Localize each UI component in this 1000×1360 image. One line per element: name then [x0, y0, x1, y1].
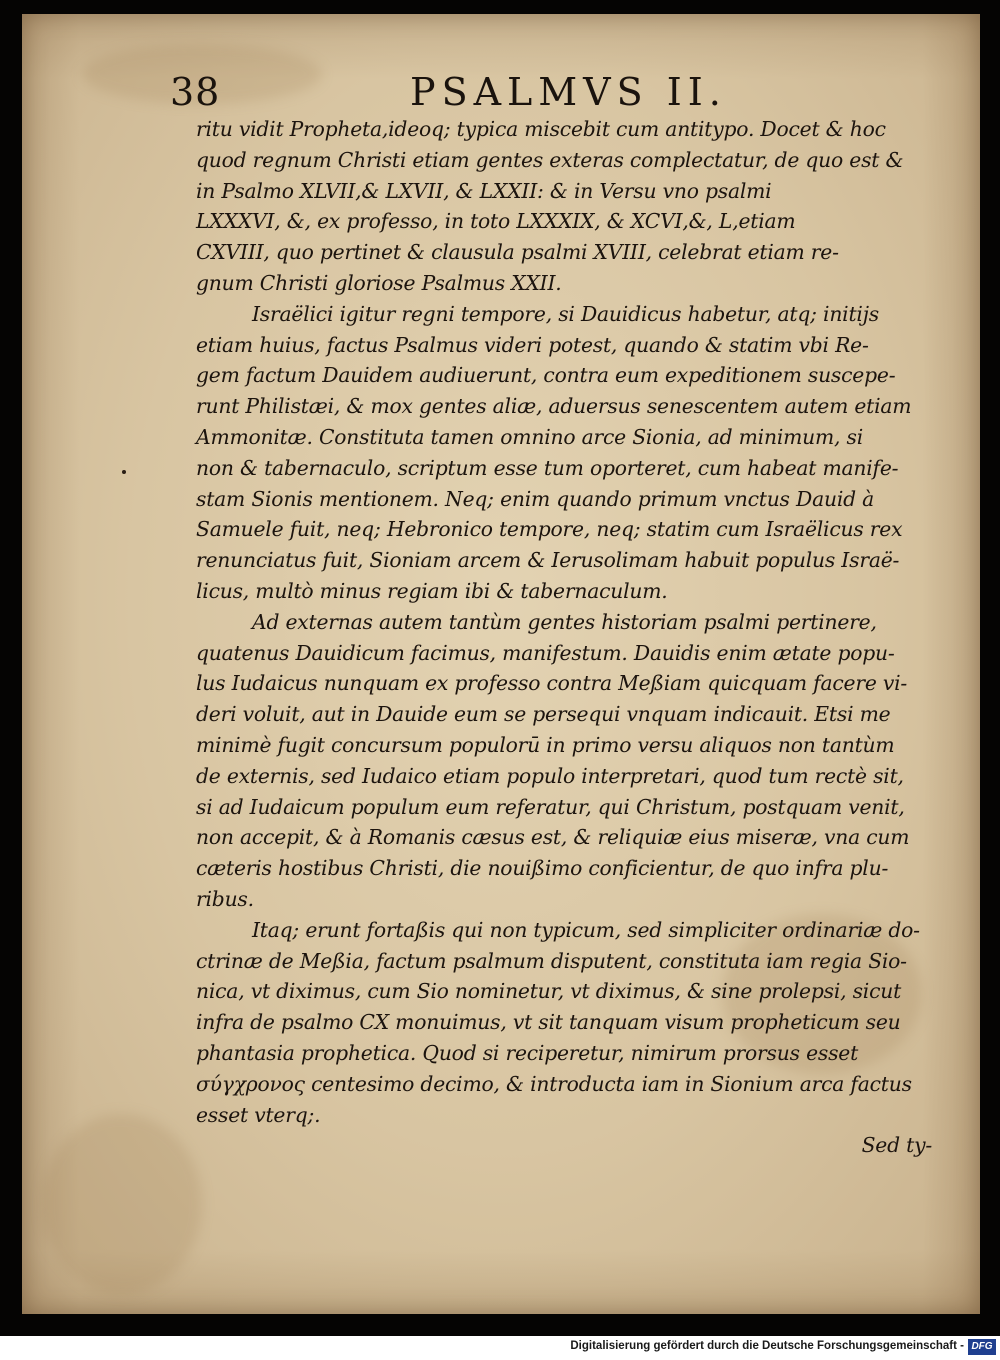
text-line: non & tabernaculo, scriptum esse tum oporteret, cum habeat manife-: [196, 455, 899, 480]
running-title: PSALMVS II.: [410, 70, 727, 114]
text-line: nica, vt diximus, cum Sio nominetur, vt diximus, & sine prolepsi, sicut: [196, 979, 902, 1004]
text-line: lus Iudaicus nunquam ex professo contra Meßiam quicquam facere vi-: [196, 671, 908, 696]
paper-stain: [42, 1114, 202, 1294]
dfg-logo: DFG: [968, 1339, 996, 1355]
footer-bar: [0, 1336, 1000, 1360]
text-line: LXXXVI, &, ex professo, in toto LXXXIX, & XCVI,&, L,etiam: [196, 209, 796, 234]
text-line: ribus.: [196, 886, 254, 911]
catchword: Sed ty-: [861, 1133, 932, 1158]
text-line: de externis, sed Iudaico etiam populo interpretari, quod tum rectè sit,: [196, 763, 904, 788]
text-line: quatenus Dauidicum facimus, manifestum. Dauidis enim ætate popu-: [196, 640, 895, 665]
text-line: minimè fugit concursum populorū in primo versu aliquos non tantùm: [196, 732, 895, 757]
paragraph-start-line: Israëlici igitur regni tempore, si Dauidicus habetur, atq; initijs: [252, 301, 879, 326]
page-number: 38: [170, 70, 221, 114]
text-line: Samuele fuit, neq; Hebronico tempore, neq; statim cum Israëlicus rex: [196, 517, 903, 542]
text-line: runt Philistæi, & mox gentes aliæ, aduersus senescentem autem etiam: [196, 394, 912, 419]
text-line: gnum Christi gloriose Psalmus XXII.: [196, 270, 562, 295]
text-line: cæteris hostibus Christi, die nouißimo conficientur, de quo infra plu-: [196, 856, 889, 881]
paragraph-start-line: Itaq; erunt fortaßis qui non typicum, sed simpliciter ordinariæ do-: [252, 917, 920, 942]
text-line: ctrinæ de Meßia, factum psalmum disputent, constituta iam regia Sio-: [196, 948, 907, 973]
text-line: esset vterq;.: [196, 1102, 321, 1127]
text-line: in Psalmo XLVII,& LXVII, & LXXII: & in Versu vno psalmi: [196, 178, 772, 203]
text-line: ritu vidit Propheta,ideoq; typica miscebit cum antitypo. Docet & hoc: [196, 117, 886, 141]
text-line: etiam huius, factus Psalmus videri potest, quando & statim vbi Re-: [196, 332, 869, 357]
page-header: [0, 70, 1000, 120]
text-line: phantasia prophetica. Quod si reciperetur, nimirum prorsus esset: [196, 1040, 859, 1065]
page-body-text: [196, 114, 956, 1161]
paragraph-start-line: Ad externas autem tantùm gentes historiam psalmi pertinere,: [252, 609, 877, 634]
text-line: si ad Iudaicum populum eum referatur, qui Christum, postquam venit,: [196, 794, 905, 819]
text-line: infra de psalmo CX monuimus, vt sit tanquam visum propheticum seu: [196, 1010, 901, 1035]
text-line: renunciatus fuit, Sioniam arcem & Ierusolimam habuit populus Israë-: [196, 548, 900, 573]
text-line: quod regnum Christi etiam gentes exteras complectatur, de quo est &: [196, 147, 904, 172]
margin-mark: [122, 470, 126, 474]
text-line: Ammonitæ. Constituta tamen omnino arce Sionia, ad minimum, si: [196, 424, 864, 449]
text-line: σύγχρονος centesimo decimo, & introducta iam in Sionium arca factus: [196, 1071, 912, 1096]
text-line: gem factum Dauidem audiuerunt, contra eum expeditionem suscepe-: [196, 363, 896, 388]
funding-notice: Digitalisierung gefördert durch die Deutsche Forschungsgemeinschaft -: [570, 1340, 964, 1352]
text-line: non accepit, & à Romanis cæsus est, & reliquiæ eius miseræ, vna cum: [196, 825, 910, 850]
text-line: licus, multò minus regiam ibi & tabernaculum.: [196, 578, 668, 603]
text-line: CXVIII, quo pertinet & clausula psalmi XVIII, celebrat etiam re-: [196, 240, 839, 265]
text-line: deri voluit, aut in Dauide eum se persequi vnquam indicauit. Etsi me: [196, 702, 891, 727]
text-line: stam Sionis mentionem. Neq; enim quando primum vnctus Dauid à: [196, 486, 875, 511]
